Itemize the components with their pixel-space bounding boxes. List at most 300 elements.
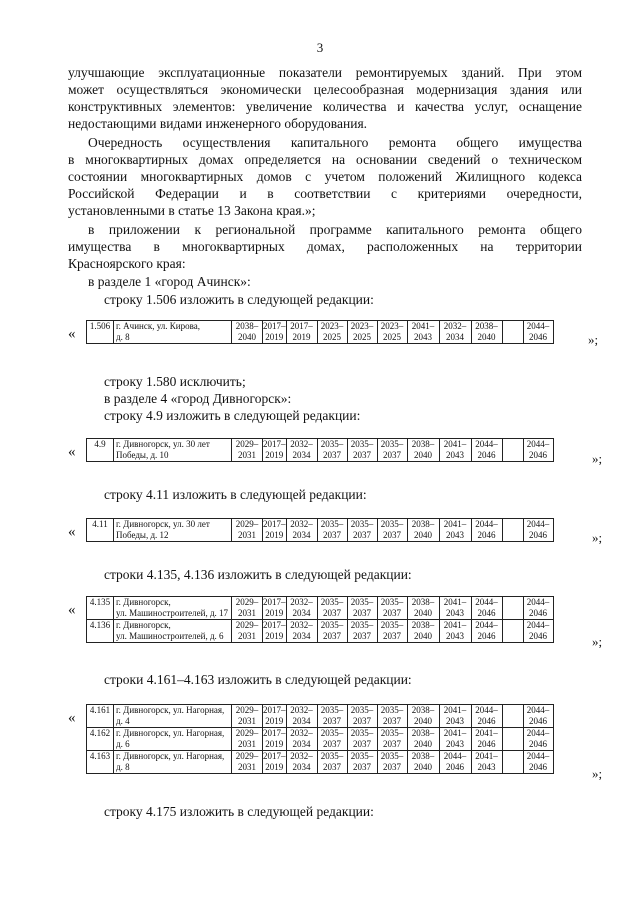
period-line: 2019: [292, 332, 311, 342]
period-line: [503, 716, 523, 727]
period-line: 2040: [477, 332, 496, 342]
period-line: 2029–: [235, 728, 259, 738]
period-cell: [232, 728, 263, 751]
period-cell: [263, 519, 287, 542]
period-line: 2041–: [443, 705, 467, 715]
period-cell: [471, 620, 502, 643]
address-line: г. Дивногорск, ул. Нагорная,: [116, 705, 225, 715]
period-line: 2031: [238, 450, 256, 460]
period-line: [503, 631, 523, 642]
period-line: [503, 751, 523, 762]
address-cell: [114, 321, 232, 344]
para3-line2: имущества в многоквартирных домах, расположенных на территории: [68, 239, 582, 254]
period-line: 2019: [265, 739, 284, 749]
period-line: 2037: [323, 631, 341, 641]
end-mark: »;: [592, 634, 603, 649]
period-cell: [523, 439, 553, 462]
period-cell: [439, 519, 471, 542]
period-line: 2017–: [263, 439, 286, 449]
period-line: [503, 519, 523, 530]
period-line: 2032–: [290, 620, 313, 630]
period-line: 2017–: [263, 321, 286, 331]
period-cell: [232, 751, 263, 774]
row-number-cell: 4.136: [87, 620, 114, 643]
schedule-table: [86, 596, 554, 643]
period-cell: [523, 519, 553, 542]
period-line: 2029–: [235, 519, 259, 529]
period-line: 2035–: [350, 519, 374, 529]
period-line: 2044–: [443, 751, 467, 761]
period-line: [503, 608, 523, 619]
period-cell: [471, 597, 502, 620]
period-cell: [232, 597, 263, 620]
period-cell: [377, 751, 407, 774]
period-cell: [471, 321, 502, 344]
period-line: 2037: [383, 450, 401, 460]
period-cell: [232, 705, 263, 728]
period-line: 2037: [383, 739, 401, 749]
period-line: 2046: [529, 716, 547, 726]
period-line: 2046: [477, 608, 496, 618]
period-line: 2038–: [235, 321, 259, 331]
period-line: 2043: [446, 716, 464, 726]
period-cell: [377, 705, 407, 728]
para1-line2: может осуществляться экономически целесообразная модернизация здания или: [68, 82, 582, 97]
address-line: д. 4: [116, 716, 130, 726]
period-line: 2029–: [235, 597, 259, 607]
period-line: 2043: [446, 530, 464, 540]
period-cell: [523, 321, 553, 344]
quote-open: «: [68, 326, 76, 342]
schedule-table: [86, 320, 554, 344]
period-cell: [377, 519, 407, 542]
instr-4-135: строки 4.135, 4.136 изложить в следующей редакции:: [104, 567, 412, 582]
period-line: 2037: [353, 631, 371, 641]
period-cell: [407, 597, 439, 620]
end-mark: »;: [592, 766, 603, 781]
period-cell: [407, 751, 439, 774]
period-line: 2038–: [411, 597, 435, 607]
period-line: 2037: [323, 450, 341, 460]
period-line: 2044–: [526, 728, 550, 738]
period-cell: [377, 597, 407, 620]
period-line: 2029–: [235, 751, 259, 761]
period-cell: [286, 705, 317, 728]
period-line: [503, 739, 523, 750]
instr-4-175: строку 4.175 изложить в следующей редакции:: [104, 804, 374, 819]
period-line: 2035–: [380, 620, 404, 630]
period-line: 2034: [446, 332, 464, 342]
schedule-table: [86, 438, 554, 462]
period-line: 2035–: [350, 439, 374, 449]
row-number-cell: 4.11: [87, 519, 114, 542]
period-cell: [523, 728, 553, 751]
period-line: 2046: [477, 450, 496, 460]
period-cell: [471, 705, 502, 728]
period-cell: [232, 519, 263, 542]
period-line: 2031: [238, 762, 256, 772]
period-line: 2046: [529, 450, 547, 460]
row-number-cell: 4.9: [87, 439, 114, 462]
table-row: [87, 597, 554, 620]
period-line: 2017–: [263, 751, 286, 761]
period-cell: [286, 321, 317, 344]
period-cell: [263, 728, 287, 751]
period-line: 2038–: [411, 620, 435, 630]
period-line: 2037: [323, 716, 341, 726]
period-line: 2041–: [475, 751, 498, 761]
period-line: 2035–: [320, 751, 344, 761]
period-line: 2035–: [380, 519, 404, 529]
period-line: 2046: [477, 716, 496, 726]
period-line: [503, 705, 523, 716]
period-line: 2041–: [443, 519, 467, 529]
para1-line1: улучшающие эксплуатационные показатели ремонтируемых зданий. При этом: [68, 65, 582, 80]
period-line: 2032–: [290, 439, 313, 449]
period-line: 2044–: [526, 597, 550, 607]
address-cell: [114, 519, 232, 542]
period-line: 2040: [414, 450, 432, 460]
period-cell: [347, 321, 377, 344]
period-line: 2023–: [320, 321, 344, 331]
instr-4-11: строку 4.11 изложить в следующей редакции:: [104, 487, 367, 502]
period-line: 2032–: [443, 321, 467, 331]
period-cell: [407, 705, 439, 728]
period-line: 2034: [292, 608, 311, 618]
address-line: г. Дивногорск, ул. 30 лет: [116, 519, 210, 529]
period-cell: [263, 705, 287, 728]
para2-line3: состоянии многоквартирных домов с учетом положений Жилищного кодекса: [68, 169, 582, 184]
period-line: 2046: [446, 762, 464, 772]
period-cell: [347, 728, 377, 751]
period-line: 2037: [383, 608, 401, 618]
address-line: г. Ачинск, ул. Кирова,: [116, 321, 200, 331]
period-line: 2041–: [411, 321, 435, 331]
period-line: 2035–: [350, 705, 374, 715]
period-cell: [471, 439, 502, 462]
period-line: 2031: [238, 739, 256, 749]
period-line: 2034: [292, 450, 311, 460]
period-line: 2038–: [475, 321, 498, 331]
period-line: 2037: [323, 762, 341, 772]
period-line: 2035–: [380, 751, 404, 761]
period-line: [503, 530, 523, 541]
period-line: 2044–: [475, 705, 498, 715]
period-line: 2023–: [380, 321, 404, 331]
period-line: 2037: [323, 739, 341, 749]
period-line: 2044–: [526, 620, 550, 630]
period-line: 2035–: [320, 439, 344, 449]
page-number: 3: [316, 40, 324, 55]
period-cell: [317, 519, 347, 542]
period-cell: [317, 620, 347, 643]
period-line: 2017–: [263, 705, 286, 715]
period-line: 2041–: [475, 728, 498, 738]
period-cell: [439, 321, 471, 344]
period-line: 2029–: [235, 439, 259, 449]
period-line: 2046: [477, 631, 496, 641]
instr-4-9: строку 4.9 изложить в следующей редакции:: [104, 408, 361, 423]
divnogorsk-section: в разделе 4 «город Дивногорск»:: [104, 391, 292, 406]
period-line: 2029–: [235, 620, 259, 630]
period-line: 2035–: [380, 439, 404, 449]
schedule-table: [86, 704, 554, 774]
period-line: 2044–: [526, 321, 550, 331]
period-line: [503, 762, 523, 773]
para2-line2: в многоквартирных домах определяется на основании сведений о техническом: [68, 152, 582, 167]
period-line: 2017–: [263, 597, 286, 607]
period-cell: [439, 728, 471, 751]
period-cell: [347, 439, 377, 462]
period-cell: [523, 705, 553, 728]
period-line: 2040: [414, 530, 432, 540]
para3-line1: в приложении к региональной программе капитального ремонта общего: [88, 222, 582, 237]
period-line: 2044–: [475, 597, 498, 607]
period-cell: [347, 751, 377, 774]
period-line: 2031: [238, 631, 256, 641]
period-line: 2035–: [320, 597, 344, 607]
address-line: Победы, д. 12: [116, 530, 169, 540]
address-line: д. 8: [116, 762, 130, 772]
period-line: 2019: [265, 450, 284, 460]
period-line: 2046: [529, 762, 547, 772]
period-cell: [471, 519, 502, 542]
period-cell: [502, 705, 523, 728]
address-line: д. 8: [116, 332, 130, 342]
period-line: 2037: [353, 762, 371, 772]
period-line: 2017–: [263, 519, 286, 529]
period-line: 2034: [292, 530, 311, 540]
period-line: 2035–: [350, 620, 374, 630]
period-line: 2025: [353, 332, 371, 342]
period-cell: [523, 751, 553, 774]
period-line: 2044–: [526, 519, 550, 529]
period-line: 2032–: [290, 519, 313, 529]
period-cell: [377, 321, 407, 344]
quote-open: «: [68, 710, 76, 726]
period-line: 2035–: [380, 728, 404, 738]
period-cell: [407, 519, 439, 542]
period-line: 2044–: [475, 439, 498, 449]
address-line: г. Дивногорск,: [116, 620, 171, 630]
table-row: [87, 439, 554, 462]
period-cell: [347, 597, 377, 620]
address-line: Победы, д. 10: [116, 450, 169, 460]
period-line: 2037: [323, 530, 341, 540]
achinsk-section: в разделе 1 «город Ачинск»:: [88, 274, 251, 289]
row-number-cell: 4.162: [87, 728, 114, 751]
para1-line4: недостающими видами инженерного оборудования.: [68, 116, 368, 131]
period-cell: [502, 597, 523, 620]
table-row: [87, 321, 554, 344]
period-cell: [286, 620, 317, 643]
table-row: [87, 705, 554, 728]
quote-open: «: [68, 524, 76, 540]
period-line: 2034: [292, 631, 311, 641]
para2-line4: Российской Федерации и в соответствии с критериями очередности,: [68, 186, 582, 201]
period-line: 2037: [353, 530, 371, 540]
quote-open: «: [68, 602, 76, 618]
period-cell: [286, 439, 317, 462]
period-line: [503, 450, 523, 461]
period-cell: [232, 321, 263, 344]
period-cell: [377, 728, 407, 751]
period-cell: [263, 751, 287, 774]
period-cell: [286, 597, 317, 620]
period-cell: [439, 751, 471, 774]
period-cell: [407, 728, 439, 751]
period-line: 2046: [529, 739, 547, 749]
period-line: 2037: [383, 530, 401, 540]
period-cell: [317, 705, 347, 728]
period-line: 2037: [383, 762, 401, 772]
period-line: 2019: [265, 631, 284, 641]
period-line: 2031: [238, 716, 256, 726]
period-line: 2037: [353, 450, 371, 460]
instr-4-161: строки 4.161–4.163 изложить в следующей редакции:: [104, 672, 412, 687]
period-line: 2037: [323, 608, 341, 618]
table-row: [87, 620, 554, 643]
period-cell: [263, 597, 287, 620]
period-line: [503, 332, 523, 343]
row-number-cell: 4.135: [87, 597, 114, 620]
period-line: 2043: [446, 631, 464, 641]
schedule-table: [86, 518, 554, 542]
period-cell: [232, 439, 263, 462]
period-line: 2017–: [263, 728, 286, 738]
row-number-cell: 1.506: [87, 321, 114, 344]
period-line: 2035–: [380, 597, 404, 607]
period-line: 2017–: [263, 620, 286, 630]
period-line: 2041–: [443, 728, 467, 738]
period-line: 2032–: [290, 597, 313, 607]
period-line: 2023–: [350, 321, 374, 331]
period-line: 2037: [353, 716, 371, 726]
address-line: д. 6: [116, 739, 130, 749]
end-mark: »;: [588, 332, 599, 347]
instr-1506: строку 1.506 изложить в следующей редакции:: [104, 292, 374, 307]
period-cell: [439, 597, 471, 620]
period-line: 2044–: [526, 751, 550, 761]
period-cell: [286, 751, 317, 774]
period-cell: [439, 705, 471, 728]
period-cell: [502, 519, 523, 542]
period-line: [503, 728, 523, 739]
period-line: 2046: [477, 739, 496, 749]
period-cell: [347, 519, 377, 542]
period-line: [503, 620, 523, 631]
period-line: 2044–: [475, 519, 498, 529]
period-line: [503, 439, 523, 450]
period-cell: [502, 620, 523, 643]
period-line: 2046: [477, 530, 496, 540]
table-row: [87, 751, 554, 774]
period-line: 2043: [414, 332, 432, 342]
period-line: 2038–: [411, 728, 435, 738]
period-line: 2038–: [411, 519, 435, 529]
period-line: 2043: [446, 608, 464, 618]
period-line: 2025: [323, 332, 341, 342]
period-line: 2038–: [411, 705, 435, 715]
period-line: 2032–: [290, 728, 313, 738]
row-number-cell: 4.163: [87, 751, 114, 774]
address-cell: [114, 728, 232, 751]
period-line: 2035–: [350, 728, 374, 738]
address-line: ул. Машиностроителей, д. 6: [116, 631, 224, 641]
period-line: 2040: [238, 332, 256, 342]
period-line: 2035–: [320, 728, 344, 738]
row-number-cell: 4.161: [87, 705, 114, 728]
period-line: 2040: [414, 716, 432, 726]
table-row: [87, 519, 554, 542]
period-line: 2035–: [320, 519, 344, 529]
period-cell: [377, 439, 407, 462]
address-cell: [114, 620, 232, 643]
period-line: 2041–: [443, 439, 467, 449]
period-cell: [377, 620, 407, 643]
period-cell: [502, 728, 523, 751]
period-cell: [232, 620, 263, 643]
period-cell: [347, 620, 377, 643]
period-line: 2037: [383, 631, 401, 641]
period-cell: [317, 728, 347, 751]
period-line: 2043: [446, 450, 464, 460]
para1-line3: конструктивных элементов: увеличение количества и качества услуг, оснащение: [68, 99, 582, 114]
period-line: 2025: [383, 332, 401, 342]
address-cell: [114, 439, 232, 462]
period-line: 2035–: [380, 705, 404, 715]
period-line: 2035–: [350, 751, 374, 761]
period-line: 2038–: [411, 751, 435, 761]
period-line: 2038–: [411, 439, 435, 449]
period-line: 2031: [238, 608, 256, 618]
period-line: 2031: [238, 530, 256, 540]
period-line: 2019: [265, 762, 284, 772]
period-cell: [439, 620, 471, 643]
period-line: [503, 597, 523, 608]
address-cell: [114, 751, 232, 774]
period-cell: [471, 728, 502, 751]
period-line: 2037: [353, 739, 371, 749]
end-mark: »;: [592, 530, 603, 545]
period-line: 2019: [265, 608, 284, 618]
period-line: 2044–: [526, 439, 550, 449]
period-cell: [407, 321, 439, 344]
period-line: 2035–: [350, 597, 374, 607]
period-cell: [502, 321, 523, 344]
period-line: 2034: [292, 739, 311, 749]
period-cell: [317, 751, 347, 774]
period-line: 2046: [529, 631, 547, 641]
period-line: 2041–: [443, 620, 467, 630]
period-line: 2019: [265, 332, 284, 342]
period-line: 2037: [383, 716, 401, 726]
period-cell: [317, 321, 347, 344]
period-cell: [286, 728, 317, 751]
period-cell: [523, 597, 553, 620]
period-cell: [263, 321, 287, 344]
table-row: [87, 728, 554, 751]
period-cell: [502, 751, 523, 774]
address-line: г. Дивногорск,: [116, 597, 171, 607]
para2-line1: Очередность осуществления капитального ремонта общего имущества: [88, 135, 582, 150]
period-cell: [347, 705, 377, 728]
period-line: 2029–: [235, 705, 259, 715]
quote-open: «: [68, 444, 76, 460]
period-cell: [317, 439, 347, 462]
period-line: 2043: [446, 739, 464, 749]
address-line: г. Дивногорск, ул. Нагорная,: [116, 728, 225, 738]
